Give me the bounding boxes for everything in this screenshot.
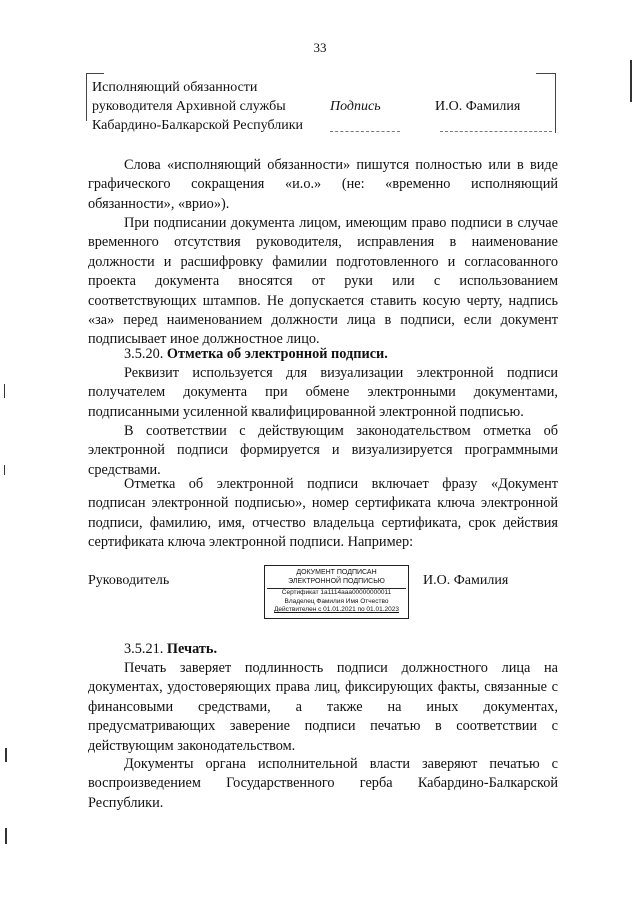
stamp-header-line1: ДОКУМЕНТ ПОДПИСАН: [296, 569, 377, 576]
section-heading-3-5-21: [88, 640, 558, 659]
section-title-2: Печать.: [166, 641, 218, 657]
paragraph-temporary-signer: При подписании документа лицом, имеющим право подписи в случае временного отсутствия руководителя, исправления в наименование должности и расшифровку фамилии подготовленного и согласованного проекта документа вносятся от руки или с использованием соответствующих штампов. Не допускается ставить косую черту, надпись «за» перед наименованием должности лица в подписи, если документ подписывает иное должностное лицо.: [88, 215, 558, 348]
paragraph-seal-emblem: Документы органа исполнительной власти заверяют печатью с воспроизведением Государственного герба Кабардино-Балкарской Республики.: [88, 756, 558, 811]
frame-bottom-dash: [440, 131, 552, 132]
frame-left-line: [86, 73, 87, 121]
position-line-1: Исполняющий обязанности: [92, 80, 258, 95]
scan-margin-mark: [4, 465, 5, 475]
section-number-2: 3.5.21.: [124, 641, 164, 657]
stamp-header: [267, 566, 406, 589]
paragraph-seal-purpose: Печать заверяет подлинность подписи должностного лица на документах, удостоверяющих права лиц, фиксирующих факты, связанные с финансовыми средствами, а также на иных документах, предусматривающих заверение подписи печатью в соответствии с действующим законодательством.: [88, 660, 558, 754]
frame-right-line: [555, 73, 556, 133]
section-heading-3-5-20: [88, 345, 558, 364]
stamp-owner: Владелец Фамилия Имя Отчество: [284, 597, 389, 605]
scan-margin-mark: [630, 60, 632, 102]
scan-margin-mark: [4, 384, 5, 398]
stamp-header-line2: ЭЛЕКТРОННОЙ ПОДПИСЬЮ: [288, 578, 385, 585]
paragraph-requisite-purpose: Реквизит используется для визуализации электронной подписи получателем документа при обмене электронными документами, подписанными усиленной квалифицированной электронной подписью.: [88, 365, 558, 420]
frame-top-left-line: [86, 73, 104, 74]
page-number: 33: [313, 40, 327, 55]
scan-margin-mark: [5, 748, 7, 762]
section-number: 3.5.20.: [124, 346, 164, 362]
paragraph-legislation: В соответствии с действующим законодательством отметка об электронной подписи формируется и визуализируется программными средствами.: [88, 423, 558, 478]
paragraph-io-abbreviation: Слова «исполняющий обязанности» пишутся полностью или в виде графического сокращения «и.о.» (не: «временно исполняющий обязанности», «врио»).: [88, 157, 558, 212]
signer-name-2: И.О. Фамилия: [423, 573, 509, 588]
stamp-certificate: Сертификат 1a1114aaa00000000011: [281, 589, 392, 596]
position-line-2: руководителя Архивной службы: [92, 99, 286, 114]
scan-margin-mark: [5, 828, 7, 844]
frame-bottom-dash-2: [330, 131, 400, 132]
electronic-signature-stamp: [264, 565, 409, 619]
section-title: Отметка об электронной подписи.: [166, 346, 388, 362]
stamp-validity: Действителен с 01.01.2021 по 01.01.2023: [274, 606, 399, 613]
paragraph-mark-contents: Отметка об электронной подписи включает фразу «Документ подписан электронной подписью», номер сертификата ключа электронной подписи, фамилию, имя, отчество владельца сертификата, срок действия сертификата ключа электронной подписи. Например:: [88, 476, 558, 551]
position-director: Руководитель: [88, 573, 170, 588]
frame-top-right-line: [536, 73, 556, 74]
position-line-3: Кабардино-Балкарской Республики: [92, 118, 303, 133]
signature-placeholder: Подпись: [330, 99, 381, 114]
signer-name: И.О. Фамилия: [435, 99, 521, 114]
